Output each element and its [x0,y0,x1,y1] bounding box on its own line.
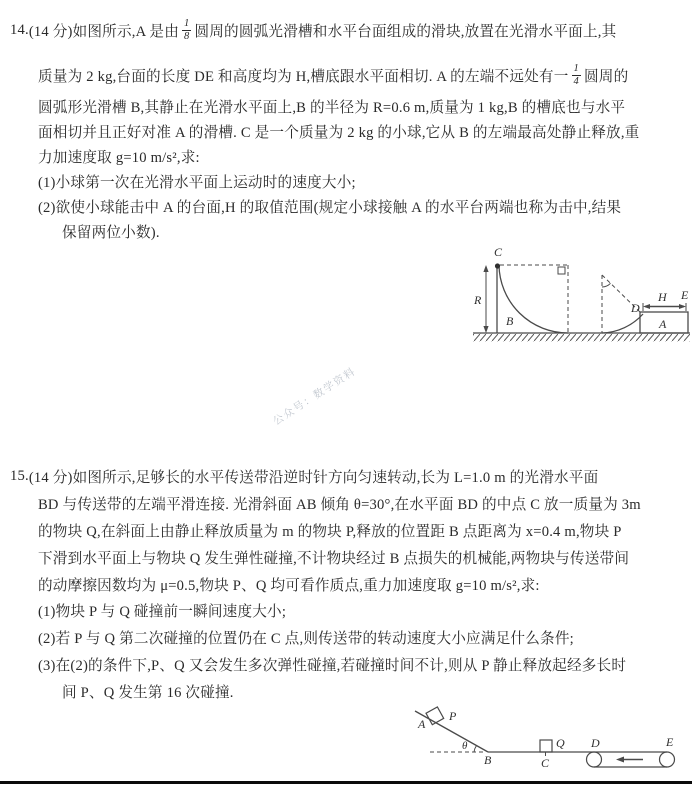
problem15-line4: 下滑到水平面上与物块 Q 发生弹性碰撞,不计物块经过 B 点损失的机械能,两物块与传送带间 [38,550,630,567]
problem14-item2: (2)欲使小球能击中 A 的台面,H 的取值范围(规定小球接触 A 的水平台两端也称为击中,结果 [38,199,622,216]
h-arrowhead-right [679,304,686,309]
angle-arc [602,283,611,287]
belt-roller-left [587,752,602,767]
figure14-label-h: H [658,290,667,304]
problem15-line1: 15. (14 分)如图所示,足够长的水平传送带沿逆时针方向匀速转动,长为 L=1.0 m 的光滑水平面 [10,467,599,486]
problem15-item2: (2)若 P 与 Q 第二次碰撞的位置仍在 C 点,则传送带的转动速度大小应满足什么条件; [38,630,574,647]
problem14-line4: 面相切并且正好对准 A 的滑槽. C 是一个质量为 2 kg 的小球,它从 B 的左端最高处静止释放,重 [38,124,640,141]
problem14-line3: 圆弧形光滑槽 B,其静止在光滑水平面上,B 的半径为 R=0.6 m,质量为 1 kg,B 的槽底也与水平 [38,99,626,116]
figure15-label-d: D [591,736,600,750]
watermark: 公众号：数学资料 [271,366,359,428]
problem15-line3: 的物块 Q,在斜面上由静止释放质量为 m 的物块 P,释放的位置距 B 点距离为 x=0.4 m,物块 P [38,523,622,540]
belt-roller-right [660,752,675,767]
problem14-line2: 质量为 2 kg,台面的长度 DE 和高度均为 H,槽底跟水平面相切. A 的左端不远处有一 $\frac{1}{4}$ 圆周的 [38,63,629,87]
figure14-label-b: B [506,314,514,328]
figure14-label-e: E [681,288,689,302]
fraction-one-quarter: $\frac{1}{4}$ [573,63,579,87]
radius-arrowhead-bottom [483,326,488,333]
figure14-label-c: C [494,245,503,259]
slot-d-arc [602,314,643,333]
figure15-label-e: E [666,735,674,749]
right-angle-marker [558,267,565,274]
problem15-figure [385,695,692,780]
problem15-item3-cont: 间 P、Q 发生第 16 次碰撞. [62,684,234,701]
figure15-label-q: Q [556,736,565,750]
problem15-number: 15. [10,467,29,484]
problem15-line2: BD 与传送带的左端平滑连接. 光滑斜面 AB 倾角 θ=30°,在水平面 BD 的中点 C 放一质量为 3m [38,496,641,513]
figure15-label-a: A [418,717,426,731]
figure15-label-p: P [449,709,457,723]
figure15-label-c: C [541,756,550,770]
problem14-line5: 力加速度取 g=10 m/s²,求: [38,149,200,166]
h-arrowhead-left [643,304,650,309]
block-q [540,740,552,752]
figure14-label-a: A [659,317,667,331]
problem15-item3: (3)在(2)的条件下,P、Q 又会发生多次弹性碰撞,若碰撞时间不计,则从 P 静止释放起经多长时 [38,657,627,674]
problem14-item2-cont: 保留两位小数). [62,224,160,241]
problem14-item1: (1)小球第一次在光滑水平面上运动时的速度大小; [38,174,356,191]
problem14-number: 14. [10,21,29,38]
radius-arrowhead-top [483,265,488,272]
page-bottom-rule [0,781,692,784]
theta-arc [474,746,477,753]
belt-arrowhead [616,757,624,763]
figure14-label-r: R [474,293,482,307]
ground-hatching [473,334,690,342]
problem15-line5: 的动摩擦因数均为 μ=0.5,物块 P、Q 均可看作质点,重力加速度取 g=10 m/s²,求: [38,577,540,594]
fraction-one-eighth: $\frac{1}{8}$ [184,18,190,42]
figure15-label-b: B [484,753,492,767]
ball-c-dot [495,263,500,268]
figure15-label-theta: θ [462,740,468,752]
problem15-item1: (1)物块 P 与 Q 碰撞前一瞬间速度大小; [38,603,287,620]
problem14-line1: 14. (14 分)如图所示,A 是由 $\frac{1}{8}$ 圆周的圆弧光滑槽和水平台面组成的滑块,放置在光滑水平面上,其 [10,18,617,42]
problem14-figure [450,243,692,347]
figure14-label-d: D [631,301,640,315]
